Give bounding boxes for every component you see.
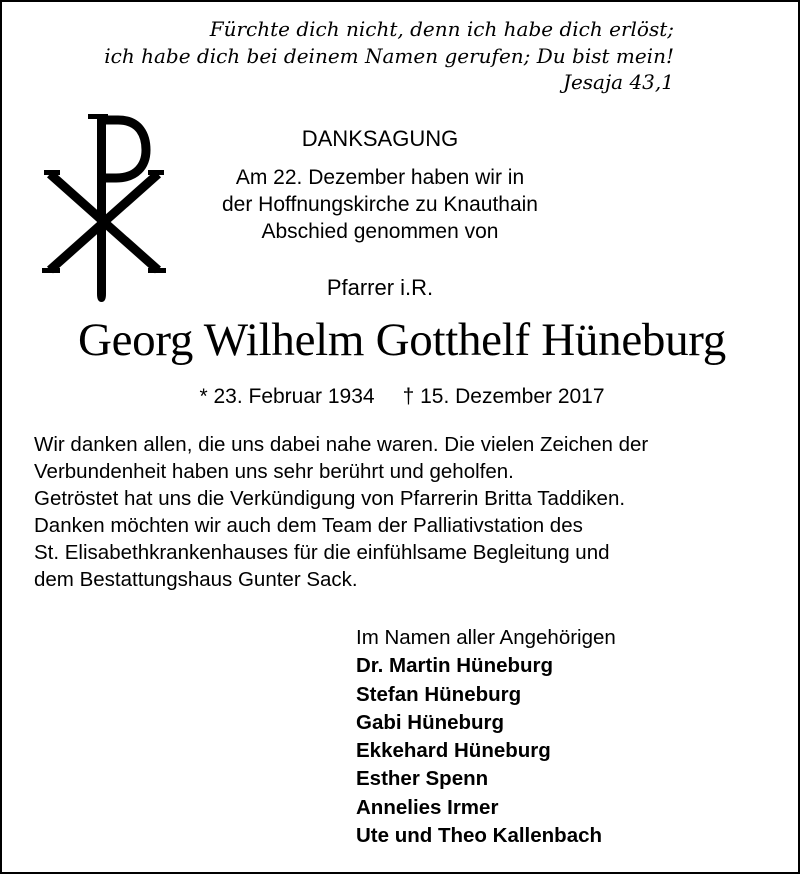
intro-text xyxy=(222,164,538,245)
chi-rho-icon xyxy=(42,112,166,304)
mourner-name: Gabi Hüneburg xyxy=(356,710,505,734)
mourner-name: Esther Spenn xyxy=(356,767,489,791)
thanks-line: Danken möchten wir auch dem Team der Palliativstation des xyxy=(34,514,583,537)
mourner-name: Ute und Theo Kallenbach xyxy=(356,824,603,848)
thanks-text xyxy=(34,431,794,593)
intro-line: Am 22. Dezember haben wir in xyxy=(235,166,525,189)
thanks-line: Wir danken allen, die uns dabei nahe waren. Die vielen Zeichen der xyxy=(34,433,649,456)
verse-reference: Jesaja 43,1 xyxy=(562,70,674,94)
verse-line: Fürchte dich nicht, denn ich habe dich erlöst; xyxy=(209,17,674,41)
birth-date: * 23. Februar 1934 xyxy=(199,385,375,408)
signoff xyxy=(356,624,616,850)
deceased-title: Pfarrer i.R. xyxy=(326,275,434,300)
life-dates xyxy=(2,383,800,411)
mourner-name: Dr. Martin Hüneburg xyxy=(356,654,554,678)
mourner-name: Stefan Hüneburg xyxy=(356,682,522,706)
heading: DANKSAGUNG xyxy=(301,126,459,151)
deceased-name: Georg Wilhelm Gotthelf Hüneburg xyxy=(77,314,726,366)
bible-verse xyxy=(2,16,674,96)
death-date: † 15. Dezember 2017 xyxy=(402,385,605,408)
thanks-line: Verbundenheit haben uns sehr berührt und geholfen. xyxy=(34,460,514,483)
signoff-intro: Im Namen aller Angehörigen xyxy=(356,626,616,649)
intro-line: Abschied genommen von xyxy=(261,220,499,243)
mourner-name: Annelies Irmer xyxy=(356,795,499,819)
mourner-list xyxy=(356,652,616,850)
thanks-line: St. Elisabethkrankenhauses für die einfühlsame Begleitung und xyxy=(34,541,610,564)
verse-line: ich habe dich bei deinem Namen gerufen; Du bist mein! xyxy=(104,44,674,68)
thanks-line: Getröstet hat uns die Verkündigung von Pfarrerin Britta Taddiken. xyxy=(34,487,626,510)
intro-line: der Hoffnungskirche zu Knauthain xyxy=(222,193,538,216)
mourner-name: Ekkehard Hüneburg xyxy=(356,739,551,763)
thanks-line: dem Bestattungshaus Gunter Sack. xyxy=(34,568,358,591)
